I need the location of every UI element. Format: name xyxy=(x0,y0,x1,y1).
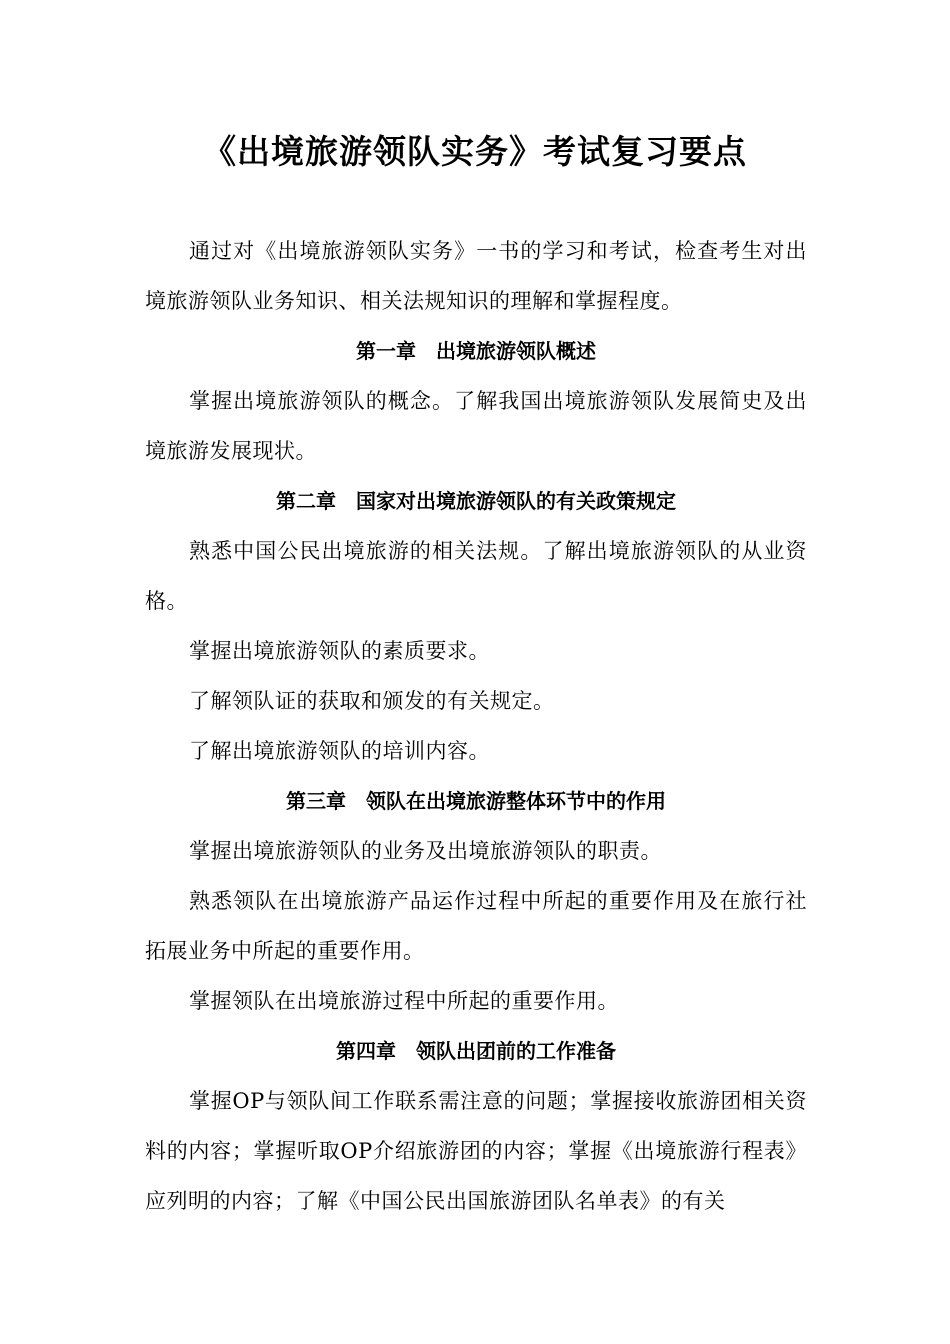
chapter-2-paragraph-2: 掌握出境旅游领队的素质要求。 xyxy=(189,639,490,663)
chapter-1-paragraph-1: 掌握出境旅游领队的概念。了解我国出境旅游领队发展简史及出境旅游发展现状。 xyxy=(145,389,807,463)
chapter-2-paragraph-4: 了解出境旅游领队的培训内容。 xyxy=(189,739,490,763)
chapter-heading-4: 第四章 领队出团前的工作准备 xyxy=(336,1039,616,1063)
chapter-3-paragraph-2: 熟悉领队在出境旅游产品运作过程中所起的重要作用及在旅行社拓展业务中所起的重要作用。 xyxy=(145,889,807,963)
chapter-heading-1: 第一章 出境旅游领队概述 xyxy=(356,339,596,363)
chapter-3-paragraph-3: 掌握领队在出境旅游过程中所起的重要作用。 xyxy=(189,989,619,1013)
chapter-3-paragraph-1: 掌握出境旅游领队的业务及出境旅游领队的职责。 xyxy=(189,839,662,863)
chapter-heading-3: 第三章 领队在出境旅游整体环节中的作用 xyxy=(286,789,666,813)
document-title: 《出境旅游领队实务》考试复习要点 xyxy=(203,132,747,171)
intro-paragraph: 通过对《出境旅游领队实务》一书的学习和考试，检查考生对出境旅游领队业务知识、相关法规知识的理解和掌握程度。 xyxy=(145,239,807,313)
chapter-4-paragraph-1: 掌握OP与领队间工作联系需注意的问题；掌握接收旅游团相关资料的内容；掌握听取OP介绍旅游团的内容；掌握《出境旅游行程表》应列明的内容；了解《中国公民出国旅游团队名单表》的有关 xyxy=(145,1089,807,1213)
chapter-2-paragraph-3: 了解领队证的获取和颁发的有关规定。 xyxy=(189,689,555,713)
chapter-heading-2: 第二章 国家对出境旅游领队的有关政策规定 xyxy=(276,489,676,513)
chapter-2-paragraph-1: 熟悉中国公民出境旅游的相关法规。了解出境旅游领队的从业资格。 xyxy=(145,539,807,613)
document-body xyxy=(145,226,807,1226)
